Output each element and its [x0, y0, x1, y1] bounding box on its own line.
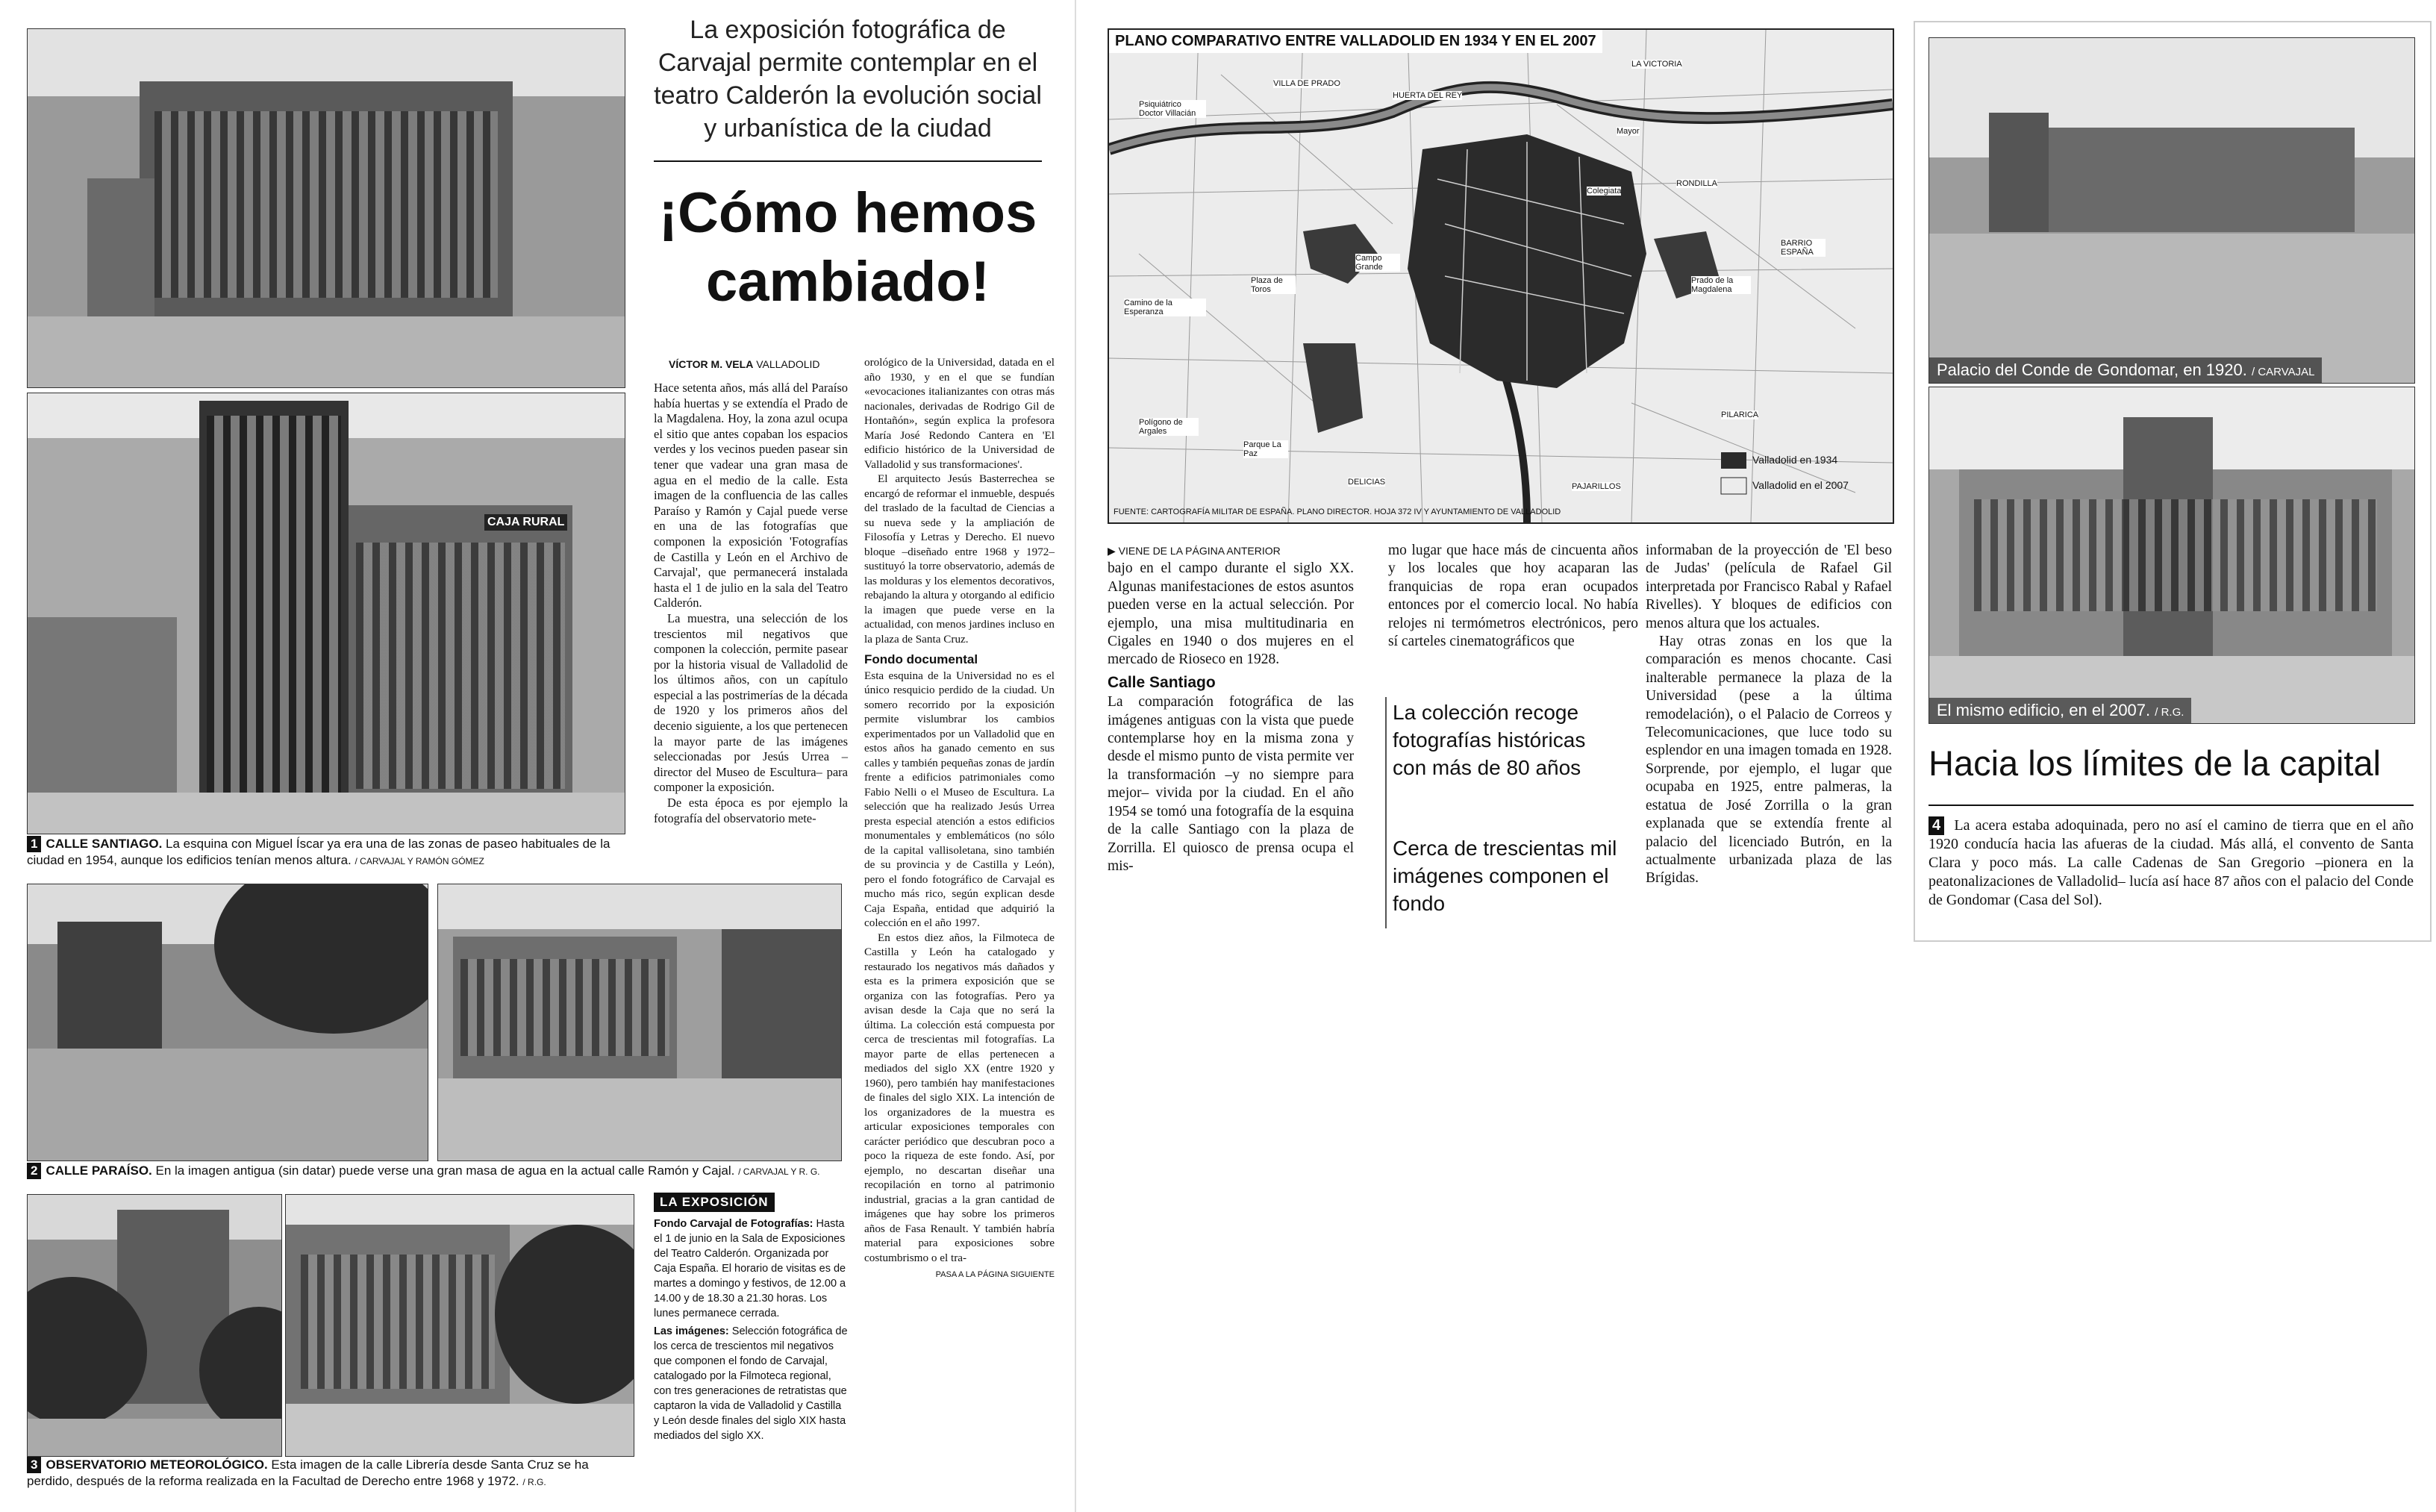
pullquote-2: Cerca de trescientas mil imágenes componen el fondo: [1393, 837, 1617, 915]
photo-observatorio-new: [285, 1194, 634, 1457]
sidebar-item-2: [654, 1324, 848, 1443]
article-kicker: La exposición fotográfica de Carvajal permite contemplar en el teatro Calderón la evolución social y urbanística de la ciudad: [654, 16, 1042, 143]
paragraph: bajo en el campo durante el siglo XX. Algunas manifestaciones de estos asuntos pueden verse en la actual selección. Por ejemplo, una misa multitudinaria en Cigales en 1940 o dos mujeres en el mercado de Rioseco en 1928.: [1108, 560, 1354, 668]
paragraph: Esta esquina de la Universidad no es el único resquicio perdido de la ciudad. Un somero recorrido por la exposición permite vislumbrar los cambios experimentados por un Valladolid que en estos años ha ganado cemento en sus calles y también pequeñas zonas de jardín frente a edificios patrimoniales como Fabio Nelli o el Museo de Escultura. La selección que ha realizado Jesús Urrea presta especial atención a estos edificios monumentales y emblemáticos (no sólo de la capital vallisoletana, sino también de su provincia y de Castilla y León), pero el fondo fotográfico de Carvajal es mucho más rico, según explican desde Caja España, entidad que adquirió la colección en el año 1997.: [864, 669, 1055, 929]
paragraph: La comparación fotográfica de las imágenes antiguas con la vista que puede contemplarse hoy en la misma zona y desde el mismo punto de vista permite ver la transformación –y no siempre para mejor– vivida por la ciudad. En el año 1954 se tomó una fotografía de la esquina de la calle Santiago con la plaza de Zorrilla. El quiosco de prensa ocupa el mis-: [1108, 694, 1354, 874]
byline-name: VÍCTOR M. VELA: [669, 358, 754, 370]
caja-rural-sign: CAJA RURAL: [484, 514, 567, 531]
photo-observatorio-old: [27, 1194, 282, 1457]
photo-label-text: El mismo edificio, en el 2007.: [1937, 701, 2151, 719]
caption-number: 1: [27, 836, 41, 852]
sidebar-text: [654, 1216, 848, 1443]
map-label: HUERTA DEL REY: [1393, 91, 1463, 100]
caption-number: 4: [1928, 816, 1944, 835]
sidebar-title: LA EXPOSICIÓN: [654, 1193, 775, 1212]
map-label: Mayor: [1617, 127, 1640, 136]
byline-place: VALLADOLID: [756, 358, 820, 370]
paragraph: mo lugar que hace más de cincuenta años y los locales que hoy acaparan las franquicias de ropa eran ocupados entonces por el comercio local. No había relojes ni termómetros electrónicos, pero sí carteles cinematográficos que: [1388, 543, 1638, 650]
page-divider: [1075, 0, 1076, 1512]
map-label: Campo Grande: [1355, 254, 1400, 272]
paragraph: Hace setenta años, más allá del Paraíso había huertas y se extendía el Prado de la Magdalena. Hoy, la zona azul ocupa el sitio que antes copaban los espacios verdes y los vecinos pueden pasear sin tener que vadear una gran masa de agua en el medio de la calle. Esta imagen de la confluencia de las calles Paraíso y Ramón y Cajal puede verse en una de las fotografías que componen la exposición 'Fotografías de Castilla y León en el Archivo de Carvajal', que permanecerá instalada hasta el 1 de julio en la sala del Teatro Calderón.: [654, 381, 848, 610]
caption-title: CALLE PARAÍSO.: [46, 1163, 152, 1178]
caption-text: La acera estaba adoquinada, pero no así el camino de tierra que en el año 1920 conducía hacia las afueras de la ciudad. Más allá, el convento de Santa Clara y poco más. La calle Cadenas de San Gregorio –pionera en la peatonalizaciones de Valladolid– lucía así hace 87 años con el palacio del Conde de Gondomar (Casa del Sol).: [1928, 817, 2414, 908]
photo-label-text: Palacio del Conde de Gondomar, en 1920.: [1937, 360, 2247, 379]
subhead-calle-santiago: Calle Santiago: [1108, 673, 1216, 691]
caption-credit: / CARVAJAL Y RAMÓN GÓMEZ: [355, 856, 484, 866]
right-column-3: [1646, 542, 1892, 888]
map-label: Polígono de Argales: [1139, 418, 1199, 436]
map-label: PILARICA: [1721, 410, 1759, 419]
right-column-2: [1388, 542, 1638, 651]
map-label: PAJARILLOS: [1572, 482, 1621, 491]
paragraph: Hay otras zonas en los que la comparación es menos chocante. Casi inalterable permanece la plaza de la Universidad (pese a la última remodelación), o el Palacio de Correos y Telecomunicaciones, que luce todo su esplendor en una imagen tomada en 1928. Sorprende, por ejemplo, el lugar que ocupaba en 1925, entre palmeras, la estatua de José Zorrilla o la gran explanada que se extendía frente al palacio del licenciado Butrón, en la actualmente urbanizada plaza de las Brígidas.: [1646, 634, 1892, 887]
right-column-1: [1108, 542, 1354, 875]
triangle-icon: ▶: [1108, 545, 1116, 557]
photo-label-credit: / CARVAJAL: [2251, 366, 2315, 378]
photo-calle-santiago-old: [27, 28, 625, 388]
sidebar-item-head: Fondo Carvajal de Fotografías:: [654, 1218, 813, 1230]
map-graphic: [1109, 30, 1893, 522]
map-source: FUENTE: CARTOGRAFÍA MILITAR DE ESPAÑA. PLANO DIRECTOR. HOJA 372 IV Y AYUNTAMIENTO DE VALLADOLID: [1114, 507, 1561, 516]
caption-text: Esta imagen de la calle Librería desde Santa Cruz se ha perdido, después de la reforma realizada en la Facultad de Derecho entre 1968 y 1972.: [27, 1458, 589, 1488]
caption-number: 2: [27, 1163, 41, 1179]
map-label: Parque La Paz: [1243, 440, 1288, 458]
pullquote-rule: [1385, 697, 1387, 928]
viene-text: VIENE DE LA PÁGINA ANTERIOR: [1118, 545, 1281, 557]
paragraph: orológico de la Universidad, datada en el año 1930, y en el que se fundían «evocaciones italianizantes con otras más nacionales, derivadas de Rodrigo Gil de Hontañón», según explica la profesora María José Redondo Cantera en 'El edificio histórico de la Universidad de Valladolid y sus transformaciones'.: [864, 356, 1055, 471]
photo-label: [1929, 698, 2191, 723]
map-label: Camino de la Esperanza: [1124, 299, 1206, 316]
article-headline: ¡Cómo hemos cambiado!: [658, 181, 1037, 313]
caption-credit: / CARVAJAL Y R. G.: [738, 1166, 820, 1177]
caption-title: OBSERVATORIO METEOROLÓGICO.: [46, 1458, 268, 1472]
viene-note: [1108, 542, 1354, 560]
map-label: BARRIO ESPAÑA: [1781, 239, 1826, 257]
map-title: PLANO COMPARATIVO ENTRE VALLADOLID EN 1934 Y EN EL 2007: [1109, 30, 1602, 53]
map-label: Colegiata: [1587, 187, 1622, 196]
photo2-caption: [27, 1163, 848, 1180]
caption-credit: / R.G.: [522, 1477, 546, 1487]
map-label: LA VICTORIA: [1631, 60, 1682, 69]
map-legend-2007: Valladolid en el 2007: [1752, 479, 1849, 491]
sidebar-item-text: Hasta el 1 de junio en la Sala de Exposiciones del Teatro Calderón. Organizada por Caja España. El horario de visitas es de martes a domingo y festivos, de 12.00 a 14.00 y de 18.30 a 21.30 horas. Los lunes permanece cerrada.: [654, 1218, 846, 1319]
map-label: Plaza de Toros: [1251, 276, 1296, 294]
map-label: Prado de la Magdalena: [1691, 276, 1751, 294]
map-label: DELICIAS: [1348, 478, 1386, 487]
photo1-caption: [27, 836, 631, 869]
photo-gondomar-2007: [1928, 387, 2415, 724]
photo-calle-paraiso-new: [437, 884, 842, 1161]
photo-calle-santiago-new: [27, 393, 625, 834]
caption-number: 3: [27, 1457, 41, 1473]
photo3-caption: [27, 1457, 624, 1490]
caption-title: CALLE SANTIAGO.: [46, 837, 163, 851]
map-legend-1934: Valladolid en 1934: [1752, 454, 1838, 466]
sidebar-item-head: Las imágenes:: [654, 1325, 729, 1337]
caption-text: En la imagen antigua (sin datar) puede verse una gran masa de agua en la actual calle Ramón y Cajal.: [155, 1163, 735, 1178]
sidebar-item-1: [654, 1216, 848, 1321]
paragraph: El arquitecto Jesús Basterrechea se encargó de reformar el inmueble, después del traslado de la facultad de Ciencias a su nueva sede y la ampliación de Filosofía y Letras y Derecho. El nuevo bloque –diseñado entre 1968 y 1972– sustituyó la torre observatorio, además de las molduras y los elementos decorativos, rebajando la altura y otorgando al edificio la imagen que puede verse en la actualidad, con menos jardines incluso en la plaza de Santa Cruz.: [864, 472, 1055, 646]
photo4-caption: [1928, 816, 2414, 910]
byline: [669, 358, 820, 370]
article-column-2: [864, 355, 1055, 1283]
paragraph: En estos diez años, la Filmoteca de Castilla y León ha catalogado y restaurado los negativos más dañados y esta es la primera exposición que se organiza con las fotografías. Pero ya avisan desde la Caja que no será la última. La colección está compuesta por cerca de trescientas mil fotografías. La mayor parte de ellas pertenecen a mediados del siglo XX (entre 1920 y 1960), pero también hay manifestaciones de finales del siglo XIX. La intención de los organizadores de la muestra es articular exposiciones temporales con carácter periódico que descubran poco a poco la riqueza de este fondo. Así, por ejemplo, no descartan diseñar una recopilación en torno al patrimonio industrial, gracias a la gran cantidad de imágenes que hay sobre los primeros años de Fasa Renault. Y también habría material para exposiciones sobre costumbrismo o el tra-: [864, 931, 1055, 1264]
photo-label: [1929, 357, 2322, 383]
sidebar-item-text: Selección fotográfica de los cerca de trescientos mil negativos que componen el fondo de Carvajal, catalogado por la Filmoteca regional, con tres generaciones de retratistas que captaron la vida de Valladolid y Castilla y León desde finales del siglo XIX hasta mediados del siglo XX.: [654, 1325, 848, 1442]
feature-rule: [1928, 805, 2414, 806]
subhead-fondo: Fondo documental: [864, 652, 978, 666]
photo-calle-paraiso-old: [27, 884, 428, 1161]
kicker-rule: [654, 160, 1042, 162]
paragraph: De esta época es por ejemplo la fotografía del observatorio mete-: [654, 796, 848, 825]
photo-gondomar-1920: [1928, 37, 2415, 384]
feature-headline: Hacia los límites de la capital: [1928, 743, 2382, 783]
comparison-map: [1108, 28, 1894, 524]
map-label: VILLA DE PRADO: [1273, 79, 1340, 88]
paragraph: informaban de la proyección de 'El beso de Judas' (película de Rafael Gil interpretada por Francisco Rabal y Rafael Rivelles). Y bloques de edificios con menos altura que los actuales.: [1646, 543, 1892, 631]
map-label: Psiquiátrico Doctor Villacián: [1139, 100, 1206, 118]
continue-note: PASA A LA PÁGINA SIGUIENTE: [935, 1270, 1055, 1279]
photo-label-credit: / R.G.: [2155, 706, 2184, 719]
pullquote-1: La colección recoge fotografías históricas con más de 80 años: [1393, 701, 1586, 779]
map-label: RONDILLA: [1676, 179, 1718, 188]
paragraph: La muestra, una selección de los trescientos mil negativos que componen la colección, permite pasear por la historia visual de Valladolid de los últimos años, con un capítulo especial a las postrimerías de la década de 1920 y los primeros años del decenio siguiente, a los que pertenecen la mayor parte de las imágenes seleccionadas por Jesús Urrea –director del Museo de Escultura– para componer la exposición.: [654, 610, 848, 795]
article-column-1: [654, 381, 848, 826]
caption-text: La esquina con Miguel Íscar ya era una de las zonas de paseo habituales de la ciudad en 1954, aunque los edificios tenían menos altura.: [27, 837, 610, 867]
